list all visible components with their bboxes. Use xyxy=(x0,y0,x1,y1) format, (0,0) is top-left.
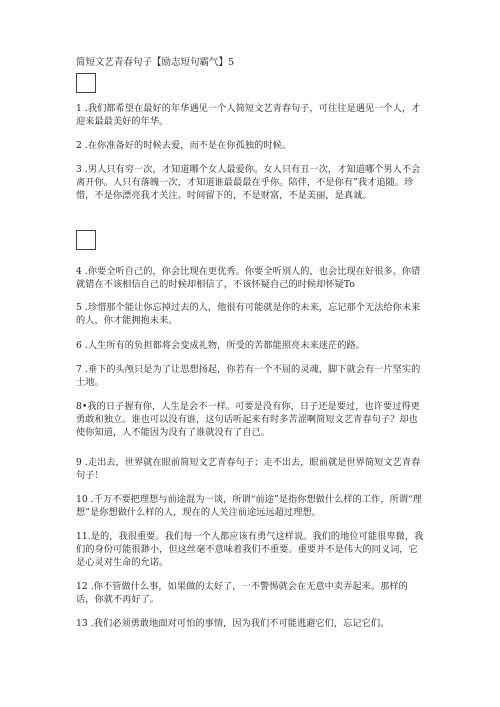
paragraph-1: 1 .我们都希望在最好的年华遇见一个人简短文艺青春句子，可往往是遇见一个人，才迎来最最美好的年华。 xyxy=(76,103,421,127)
paragraph-8: 8•我的日子握有你，人生是会不一样。可要是没有你，日子还是要过，也许要过得更勇敢和独立。谁也可以没有谁，这句话听起来有时多苦涩啊简短文艺青春句子？却也使你知道，人不能因为没有了谁就没有了自己。 xyxy=(76,401,420,438)
document-title: 简短文艺青春句子【励志短句霸气】5 xyxy=(76,57,235,68)
paragraph-11: 11.是的，我很重要。我们每一个人都应该有勇气这样说。我们的地位可能很卑微，我们的身份可能很渺小，但这丝毫不意味着我们不重要。重要并不是伟大的同义词，它是心灵对生命的允诺。 xyxy=(76,531,424,568)
paragraph-7: 7 .垂下的头颅只是为了让思想扬起，你若有一个不屈的灵魂，脚下就会有一片坚实的土地。 xyxy=(76,364,421,388)
paragraph-12: 12 .你不管做什么事，如果做的太好了，一不警惕就会在无意中卖弄起来。那样的话，你就不再好了。 xyxy=(76,581,408,605)
paragraph-13: 13 .我们必须勇敢地面对可怕的事情，因为我们不可能逃避它们，忘记它们。 xyxy=(76,618,390,629)
paragraph-6: 6 .人生所有的负担都将会变成礼物，所受的苦都能照亮未来迷茫的路。 xyxy=(76,340,365,351)
paragraph-4: 4 .你要全听自己的，你会比现在更优秀。你要全听别人的，也会比现在好很多。你错就错在不该相信自己的时候却相信了，不该怀疑自己的时候却怀疑To xyxy=(76,266,421,290)
checkbox[interactable] xyxy=(76,73,96,93)
paragraph-9: 9 .走出去，世界就在眼前简短文艺青春句子；走不出去，眼前就是世界简短文艺青春句子！ xyxy=(76,457,421,481)
checkbox[interactable] xyxy=(76,230,96,250)
paragraph-3: 3 .男人只有穷一次，才知道哪个女人最爱你。女人只有丑一次，才知道哪个男人不会离开你。人只有落魄一次，才知道谁最最最在乎你。陪伴，不是你有”我才追随。珍惜，不是你漂亮我才关注。时间留下的，不是财富，不是美丽，是真诚。 xyxy=(76,164,421,201)
paragraph-5: 5 .珍惜那个能让你忘掉过去的人，他很有可能就是你的未来，忘记那个无法给你未来的人，你才能拥抱未来。 xyxy=(76,302,421,326)
paragraph-10: 10 .千万不要把理想与前途混为一谈，所谓“前途”是指你想做什么样的工作，所谓“理想”是你想做什么样的人，现在的人关注前途远远超过理想。 xyxy=(76,494,423,518)
paragraph-2: 2 .在你准备好的时候去爱，而不是在你孤独的时候。 xyxy=(76,140,292,151)
